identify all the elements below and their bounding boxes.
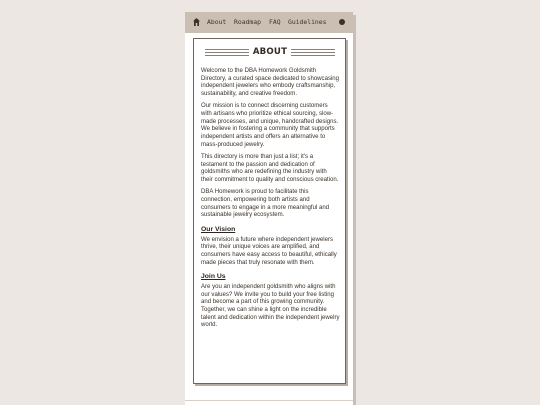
home-icon[interactable] [193, 18, 200, 26]
about-card [193, 38, 346, 384]
page-title: ABOUT [252, 47, 288, 57]
about-content [201, 68, 340, 335]
footer-divider [185, 400, 353, 401]
join-paragraph: Are you an independent goldsmith who aligns with our values? We invite you to build your free listing and become a part of this growing community. Together, we can shine a light on the incredible talent and dedication within the independent jewelry world. [201, 283, 340, 329]
mission-paragraph: Our mission is to connect discerning customers with artisans who prioritize ethical sourcing, slow-made processes, and unique, handcrafted designs. We believe in fostering a community that supports independent artists and offers an alternative to mass-produced jewelry. [201, 103, 339, 148]
join-heading: Join Us [201, 272, 226, 280]
intro-paragraph: Welcome to the DBA Homework Goldsmith Directory, a curated space dedicated to showcasing independent jewelers who embody craftsmanship, sustainability, and creative freedom. [201, 68, 340, 98]
navbar [185, 12, 353, 33]
nav-link-guidelines[interactable]: Guidelines [288, 18, 327, 26]
nav-link-about[interactable]: About [207, 18, 227, 26]
nav-link-roadmap[interactable]: Roadmap [234, 18, 261, 26]
facilitate-paragraph: DBA Homework is proud to facilitate this connection, empowering both artists and consumers to engage in a more meaningful and sustainable jewelry ecosystem. [201, 189, 330, 219]
directory-paragraph: This directory is more than just a list; it's a testament to the passion and dedication of goldsmiths who are redefining the industry with their commitment to quality and conscious creation. [201, 154, 339, 184]
title-decoration-right [291, 49, 335, 58]
vision-heading: Our Vision [201, 225, 236, 233]
page-frame [185, 12, 353, 405]
theme-toggle-icon[interactable] [339, 19, 345, 25]
title-row [205, 47, 335, 59]
vision-paragraph: We envision a future where independent jewelers thrive, their unique voices are amplified, and consumers have easy access to beautiful, ethically made pieces that truly resonate with them. [201, 236, 337, 266]
title-decoration-left [205, 49, 249, 58]
nav-link-faq[interactable]: FAQ [269, 18, 281, 26]
